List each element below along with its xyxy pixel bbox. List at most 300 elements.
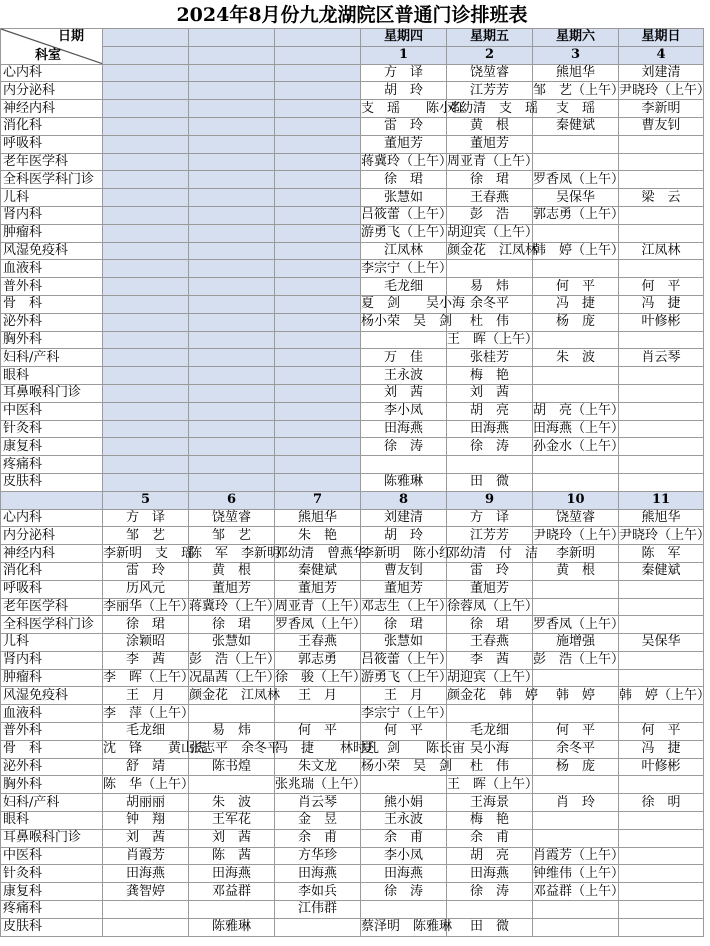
doctor-cell: 蒋冀玲（上午） [361,153,453,169]
doctor-cell [533,456,619,474]
doctor-cell [189,456,275,474]
doctor-cell [189,402,275,420]
table-row [1,901,704,919]
doctor-cell [619,705,704,723]
doctor-cell [275,349,361,367]
department-name: 消化科 [1,562,103,580]
doctor-cell: 熊小娟 [361,794,447,812]
doctor-cell: 胡迎宾（上午） [447,670,539,686]
doctor-cell: 徐 珺 [447,616,533,634]
doctor-cell [189,331,275,349]
doctor-cell: 杨小荣 吴 剑 [361,759,453,775]
doctor-cell: 刘 茜 [189,829,275,847]
doctor-cell [103,295,189,313]
doctor-cell [189,384,275,402]
table-row [1,598,704,616]
doctor-cell: 吕筱蕾（上午） [361,207,453,223]
doctor-cell: 刘 茜 [361,384,447,402]
doctor-cell: 梅 艳 [447,812,533,830]
doctor-cell: 刘 茜 [103,829,189,847]
table-row [1,829,704,847]
doctor-cell: 蒋冀玲（上午） [189,598,281,614]
doctor-cell: 秦健斌 [275,562,361,580]
doctor-cell [189,295,275,313]
doctor-cell [619,829,704,847]
doctor-cell [275,117,361,135]
doctor-cell: 何 平 [619,723,704,741]
department-name: 肾内科 [1,651,103,669]
doctor-cell [619,456,704,474]
doctor-cell [103,64,189,82]
doctor-cell: 罗香凤（上午） [275,616,367,632]
doctor-cell: 韩 婷（上午） [533,242,625,258]
doctor-cell: 陈 军 [619,545,704,563]
doctor-cell [533,473,619,491]
doctor-cell: 饶堃睿 [533,509,619,527]
table-row [1,64,704,82]
doctor-cell: 李新明 [533,545,619,563]
doctor-cell [189,153,275,171]
table-row [1,438,704,456]
department-name: 皮肤科 [1,473,103,491]
doctor-cell: 徐 骏（上午） [275,670,367,686]
department-name: 妇科/产科 [1,794,103,812]
weekday-header: 星期日 [619,29,704,47]
day-number [275,46,361,64]
doctor-cell [103,242,189,260]
doctor-cell [275,82,361,100]
doctor-cell [533,260,619,278]
table-row [1,189,704,207]
table-row [1,295,704,313]
department-name: 神经内科 [1,100,103,118]
table-row [1,918,704,936]
department-name: 神经内科 [1,545,103,563]
doctor-cell: 方 译 [447,509,533,527]
doctor-cell [533,812,619,830]
department-name: 风湿免疫科 [1,242,103,260]
doctor-cell: 朱 波 [533,349,619,367]
doctor-cell [533,829,619,847]
doctor-cell: 董旭芳 [189,580,275,598]
doctor-cell: 陈 茜 [189,847,275,865]
doctor-cell [619,438,704,456]
department-name: 眼科 [1,367,103,385]
department-name: 康复科 [1,438,103,456]
doctor-cell: 游勇飞（上午） [361,670,453,686]
department-name: 血液科 [1,260,103,278]
doctor-cell: 陈 华（上午） [103,776,195,792]
table-row [1,847,704,865]
doctor-cell: 邹 艺 [189,527,275,545]
day-number: 4 [619,46,704,64]
doctor-cell [189,473,275,491]
doctor-cell: 田海燕 [103,865,189,883]
doctor-cell: 徐 珺 [361,171,447,189]
doctor-cell: 游勇飞（上午） [361,225,453,241]
doctor-cell [275,313,361,331]
doctor-cell [275,384,361,402]
doctor-cell: 涂颖昭 [103,634,189,652]
department-name: 中医科 [1,847,103,865]
doctor-cell [275,456,361,474]
doctor-cell: 胡迎宾（上午） [447,225,539,241]
doctor-cell [619,473,704,491]
doctor-cell: 胡 玲 [361,82,447,100]
doctor-cell: 徐蓉凤（上午） [447,598,539,614]
doctor-cell [103,402,189,420]
doctor-cell [619,153,704,171]
doctor-cell: 陈 军 李新明 [189,545,281,561]
doctor-cell [619,420,704,438]
doctor-cell [189,82,275,100]
table-row [1,527,704,545]
doctor-cell: 王 晖（上午） [447,331,539,347]
doctor-cell: 沈 锋 黄山虎 [103,741,208,757]
doctor-cell: 胡丽丽 [103,794,189,812]
department-name: 呼吸科 [1,580,103,598]
doctor-cell: 邹 艺 [103,527,189,545]
doctor-cell: 邓益群（上午） [533,883,625,899]
department-name: 老年医学科 [1,153,103,171]
department-name: 针灸科 [1,420,103,438]
doctor-cell: 易 炜 [189,723,275,741]
doctor-cell [103,331,189,349]
doctor-cell [103,100,189,118]
table-row [1,776,704,794]
doctor-cell [275,135,361,153]
doctor-cell [275,420,361,438]
table-row [1,616,704,634]
doctor-cell: 李小凤 [361,847,447,865]
doctor-cell: 田 微 [447,918,533,936]
doctor-cell: 张兆瑞（上午） [275,776,367,792]
table-row [1,456,704,474]
doctor-cell: 方华珍 [275,847,361,865]
doctor-cell [533,776,619,794]
department-name: 风湿免疫科 [1,687,103,705]
doctor-cell: 毛龙细 [361,278,447,296]
department-name: 肿瘤科 [1,669,103,687]
doctor-cell [447,901,533,919]
doctor-cell [361,331,447,349]
doctor-cell [619,598,704,616]
department-name: 普外科 [1,723,103,741]
department-name: 疼痛科 [1,456,103,474]
doctor-cell [447,456,533,474]
table-row [1,171,704,189]
doctor-cell: 尹晓玲（上午） [533,527,625,543]
doctor-cell [619,171,704,189]
day-number: 10 [533,491,619,509]
doctor-cell: 杨 庞 [533,313,619,331]
doctor-cell: 王海景 [447,794,533,812]
department-name: 针灸科 [1,865,103,883]
doctor-cell: 熊旭华 [533,64,619,82]
doctor-cell: 王永波 [361,367,447,385]
doctor-cell: 余冬平 [533,740,619,758]
doctor-cell [275,705,361,723]
doctor-cell: 万 佳 [361,349,447,367]
doctor-cell: 田 微 [447,473,533,491]
doctor-cell: 何 平 [533,278,619,296]
table-row [1,687,704,705]
doctor-cell [619,812,704,830]
doctor-cell [103,367,189,385]
doctor-cell: 韩 婷 [533,687,619,705]
department-name: 胸外科 [1,776,103,794]
doctor-cell: 支 瑶 [533,100,619,118]
doctor-cell [189,171,275,189]
doctor-cell: 李 茜 [103,651,189,669]
doctor-cell: 彭 浩 [447,206,533,224]
doctor-cell [189,705,275,723]
doctor-cell [103,384,189,402]
table-row [1,883,704,901]
doctor-cell: 张慧如 [189,634,275,652]
doctor-cell [275,260,361,278]
doctor-cell: 冯 捷 林时凡 [275,741,380,757]
doctor-cell [103,117,189,135]
department-name: 皮肤科 [1,918,103,936]
doctor-cell: 李宗宁（上午） [361,260,453,276]
doctor-cell [189,260,275,278]
doctor-cell: 李 茜 [447,651,533,669]
doctor-cell: 杨小荣 吴 剑 [361,314,453,330]
table-row [1,82,704,100]
day-number: 5 [103,491,189,509]
doctor-cell [189,242,275,260]
doctor-cell: 肖霞芳（上午） [533,848,625,864]
doctor-cell: 颜金花 韩 婷 [447,687,539,703]
table-row [1,669,704,687]
table-row [1,384,704,402]
doctor-cell [533,598,619,616]
day-number: 11 [619,491,704,509]
doctor-cell: 余 甫 [275,829,361,847]
doctor-cell: 陈雅琳 [189,918,275,936]
table-row [1,723,704,741]
table-row [1,794,704,812]
table-row [1,509,704,527]
table-row [1,651,704,669]
doctor-cell: 徐 涛 [447,438,533,456]
doctor-cell [275,402,361,420]
department-name: 血液科 [1,705,103,723]
table-row [1,740,704,758]
doctor-cell: 何 平 [619,278,704,296]
doctor-cell: 胡 亮（上午） [533,403,625,419]
doctor-cell: 雷 玲 [361,117,447,135]
doctor-cell: 江芳芳 [447,527,533,545]
doctor-cell [619,384,704,402]
doctor-cell [103,349,189,367]
department-name: 康复科 [1,883,103,901]
doctor-cell: 梅 艳 [447,367,533,385]
doctor-cell: 熊旭华 [619,509,704,527]
doctor-cell: 董旭芳 [447,135,533,153]
table-row [1,562,704,580]
doctor-cell [103,278,189,296]
doctor-cell: 朱 波 [189,794,275,812]
doctor-cell: 田海燕 [361,865,447,883]
table-row [1,260,704,278]
doctor-cell: 李 晖（上午） [103,670,195,686]
doctor-cell [619,651,704,669]
doctor-cell [619,224,704,242]
day-number: 8 [361,491,447,509]
table-row [1,865,704,883]
doctor-cell [103,82,189,100]
doctor-cell [619,135,704,153]
doctor-cell: 罗香凤（上午） [533,171,625,187]
doctor-cell [533,384,619,402]
doctor-cell: 杜 伟 [447,313,533,331]
doctor-cell: 张慧如 [361,634,447,652]
doctor-cell: 雷 玲 [447,562,533,580]
doctor-cell [189,206,275,224]
department-name: 老年医学科 [1,598,103,616]
doctor-cell: 尹晓玲（上午） [619,82,710,98]
doctor-cell [189,189,275,207]
doctor-cell: 叶修彬 [619,313,704,331]
department-name: 泌外科 [1,758,103,776]
doctor-cell: 邓志生（上午） [361,598,453,614]
doctor-cell: 颜金花 江凤林 [447,242,539,258]
doctor-cell [619,776,704,794]
department-name: 疼痛科 [1,901,103,919]
doctor-cell [189,776,275,794]
doctor-cell: 徐 涛 [447,883,533,901]
doctor-cell [275,918,361,936]
doctor-cell: 肖霞芳 [103,847,189,865]
doctor-cell: 王春燕 [275,634,361,652]
doctor-cell: 冯 捷 [619,740,704,758]
doctor-cell: 肖云琴 [275,794,361,812]
doctor-cell: 田海燕 [361,420,447,438]
doctor-cell [103,171,189,189]
doctor-cell: 吴保华 [619,634,704,652]
doctor-cell [275,224,361,242]
doctor-cell: 夏 剑 吴小海 [361,296,466,312]
doctor-cell: 方 译 [361,64,447,82]
doctor-cell: 胡 亮 [447,402,533,420]
doctor-cell [189,367,275,385]
table-row [1,367,704,385]
doctor-cell [619,847,704,865]
doctor-cell: 余冬平 [447,295,533,313]
doctor-cell: 朱 艳 [275,527,361,545]
table-row [1,634,704,652]
department-name: 内分泌科 [1,82,103,100]
doctor-cell: 余 甫 [447,829,533,847]
table-row [1,278,704,296]
doctor-cell: 刘 茜 [447,384,533,402]
doctor-cell [619,883,704,901]
department-name: 心内科 [1,64,103,82]
doctor-cell: 王春燕 [447,189,533,207]
doctor-cell [275,171,361,189]
doctor-cell: 雷 玲 [103,562,189,580]
doctor-cell: 熊旭华 [275,509,361,527]
doctor-cell: 邓幼清 付 洁 [447,545,539,561]
doctor-cell [447,705,533,723]
doctor-cell: 李丽华（上午） [103,598,195,614]
table-row [1,331,704,349]
doctor-cell [275,473,361,491]
doctor-cell [619,669,704,687]
doctor-cell: 历风元 [103,580,189,598]
doctor-cell: 黄 根 [189,562,275,580]
doctor-cell [533,153,619,171]
day-number: 3 [533,46,619,64]
doctor-cell [619,901,704,919]
department-name: 儿科 [1,634,103,652]
doctor-cell [103,918,189,936]
doctor-cell: 李新明 陈小红 [361,545,453,561]
doctor-cell: 彭 浩（上午） [533,652,625,668]
department-name: 泌外科 [1,313,103,331]
doctor-cell [103,153,189,171]
doctor-cell: 易 炜 [447,278,533,296]
doctor-cell: 饶堃睿 [189,509,275,527]
doctor-cell [619,260,704,278]
doctor-cell: 秦健斌 [619,562,704,580]
doctor-cell: 夏 剑 陈长宙 [361,741,466,757]
doctor-cell [533,224,619,242]
doctor-cell: 江伟群 [275,901,361,919]
table-row [1,349,704,367]
doctor-cell: 田海燕 [275,865,361,883]
doctor-cell [533,367,619,385]
doctor-cell: 支 瑶 陈小红 [361,100,466,116]
doctor-cell [103,901,189,919]
doctor-cell [533,331,619,349]
doctor-cell: 江凤林 [361,242,447,260]
department-name: 耳鼻喉科门诊 [1,829,103,847]
doctor-cell [189,313,275,331]
doctor-cell: 田海燕 [189,865,275,883]
doctor-cell [361,901,447,919]
doctor-cell: 何 平 [361,723,447,741]
table-row [1,812,704,830]
table-row [1,135,704,153]
day-number: 6 [189,491,275,509]
doctor-cell: 杜 伟 [447,758,533,776]
doctor-cell: 冯 捷 [533,295,619,313]
doctor-cell: 吴保华 [533,189,619,207]
doctor-cell: 邹 艺（上午） [533,82,625,98]
department-name: 肾内科 [1,206,103,224]
weekday-header: 星期四 [361,29,447,47]
doctor-cell: 罗香凤（上午） [533,616,625,632]
doctor-cell: 董旭芳 [447,580,533,598]
header-spacer [1,491,103,509]
doctor-cell [533,918,619,936]
day-number: 2 [447,46,533,64]
doctor-cell: 何 平 [533,723,619,741]
doctor-cell: 吴小海 [447,740,533,758]
doctor-cell [275,189,361,207]
doctor-cell: 张慧如 [361,189,447,207]
doctor-cell: 彭 浩（上午） [189,652,281,668]
doctor-cell [275,295,361,313]
doctor-cell [275,438,361,456]
doctor-cell: 张志平 余冬平 [189,741,281,757]
doctor-cell: 王永波 [361,812,447,830]
table-row [1,242,704,260]
doctor-cell: 毛龙细 [447,723,533,741]
